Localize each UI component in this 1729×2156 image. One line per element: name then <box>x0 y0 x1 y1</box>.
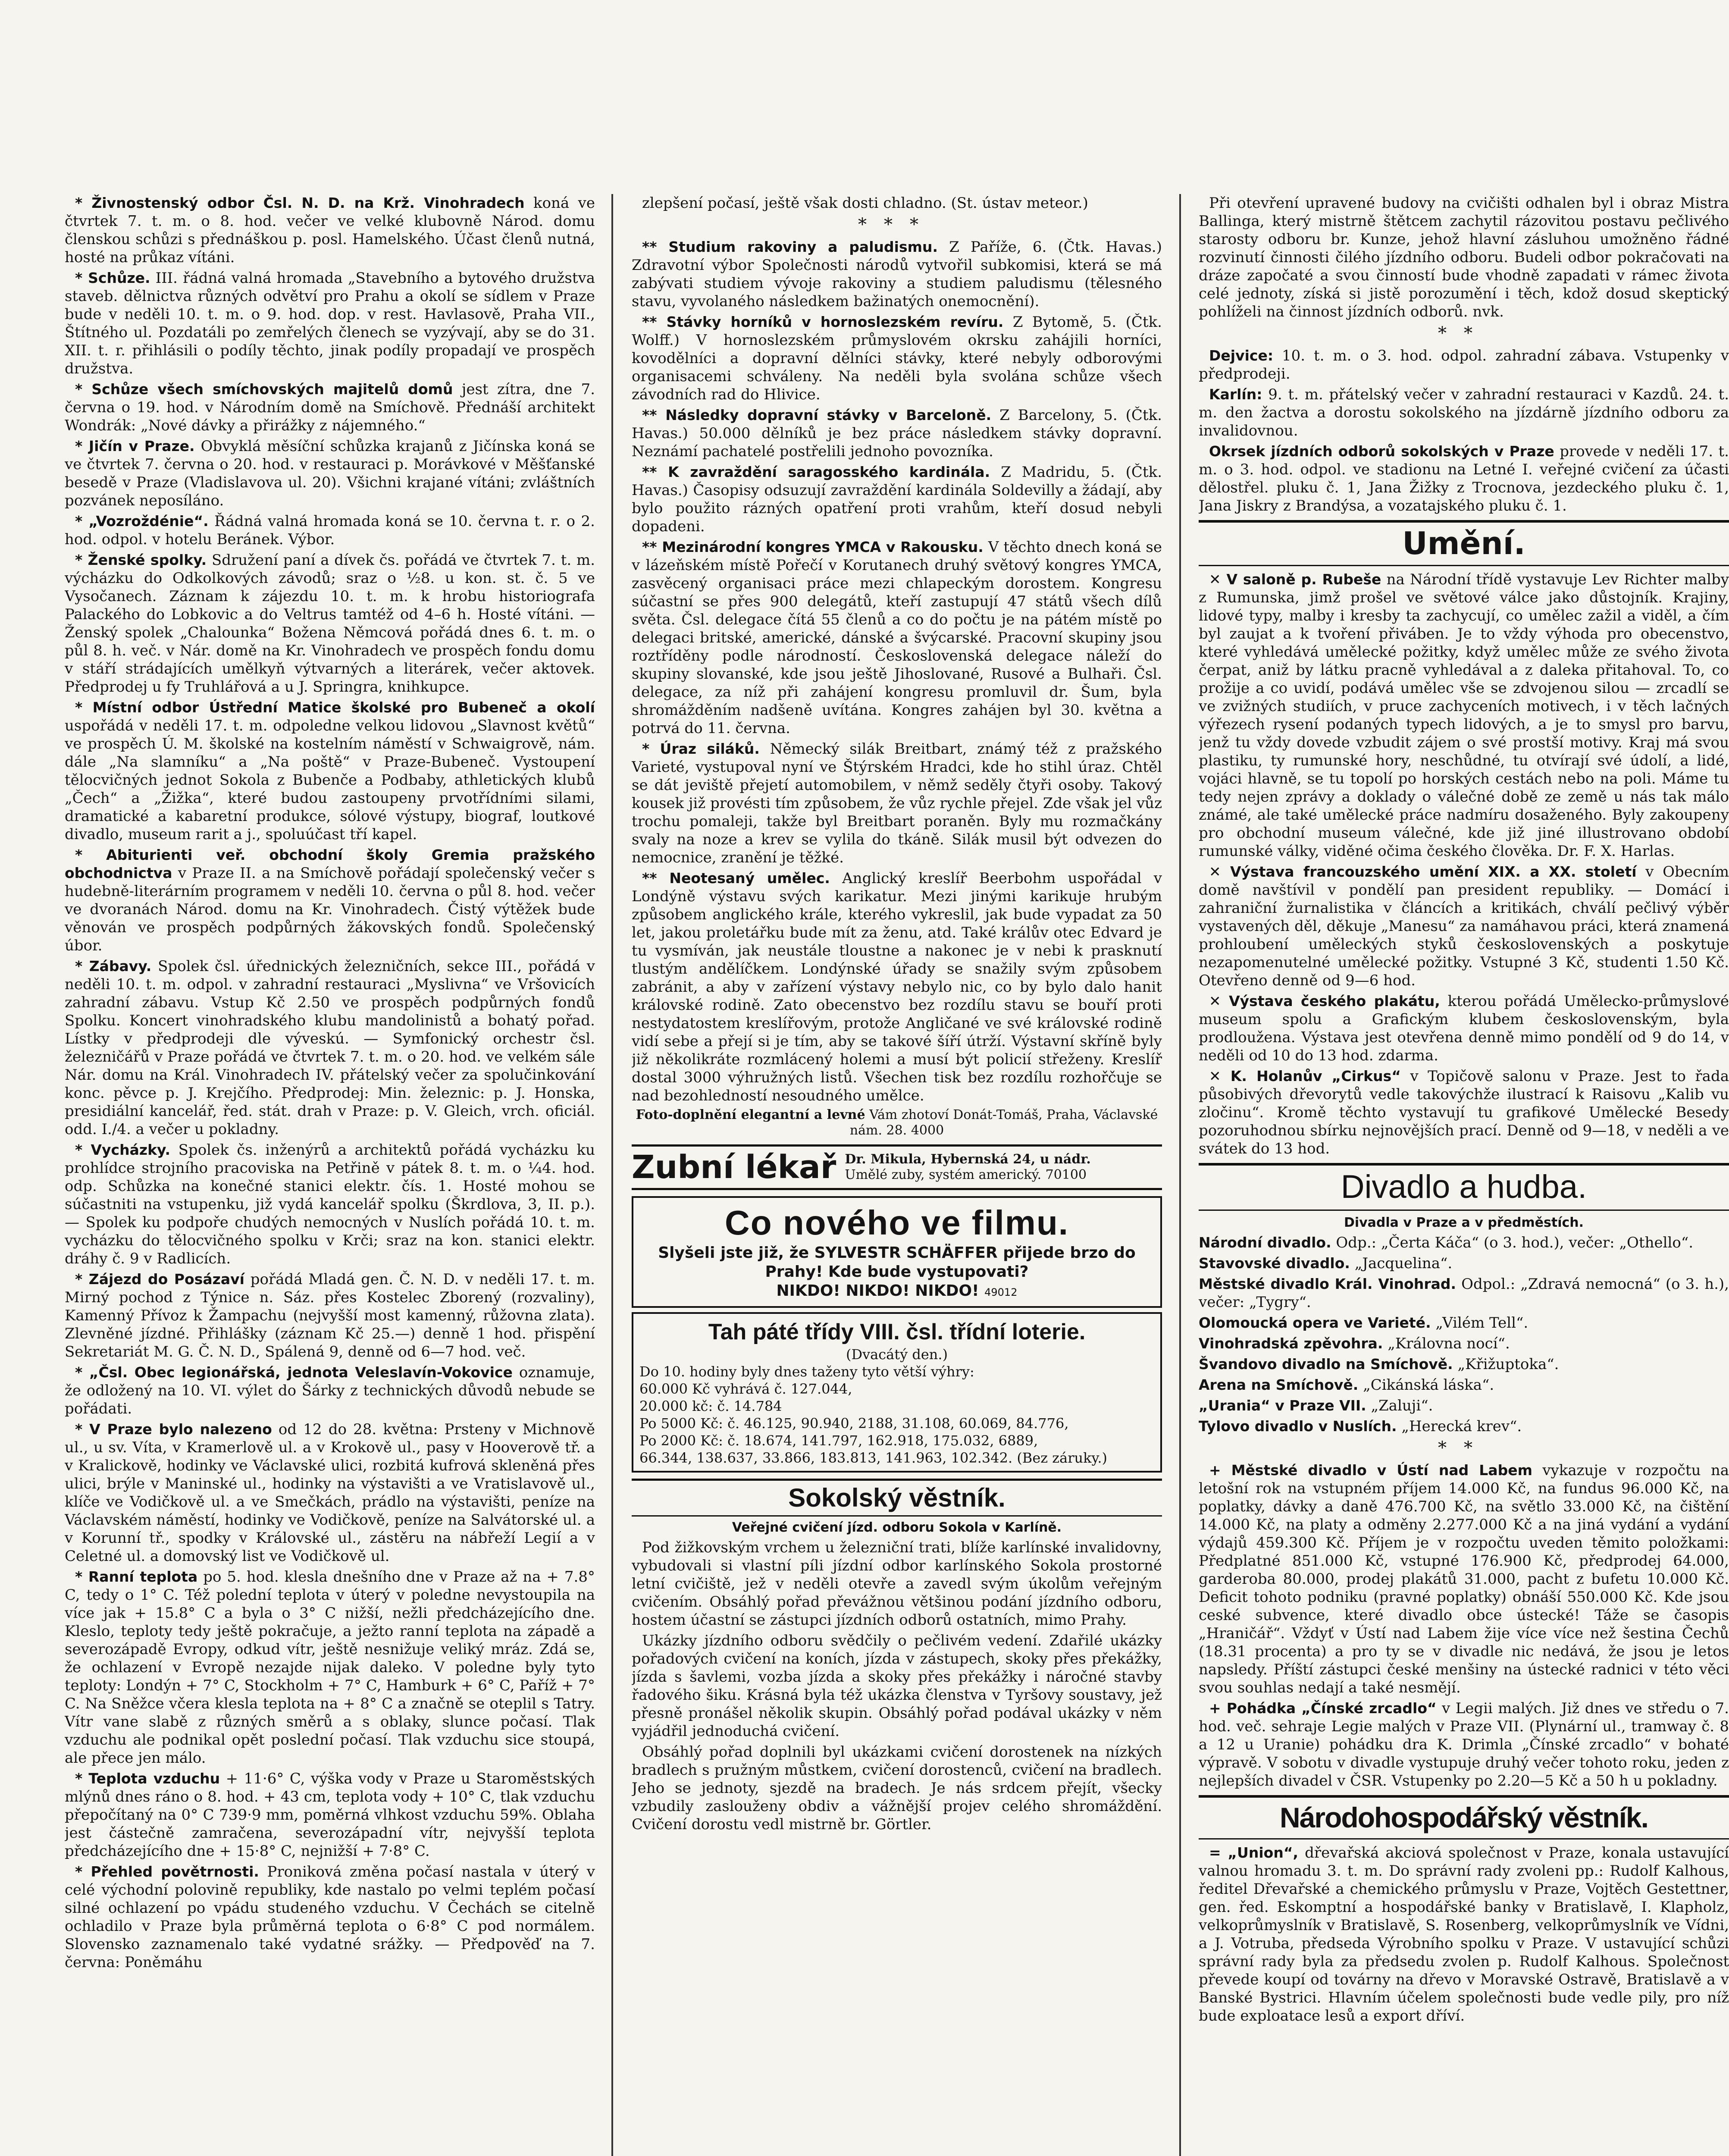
ad-film-title: Co nového ve filmu. <box>724 1203 1069 1242</box>
column-2 <box>632 194 1162 2156</box>
lottery-row: Po 2000 Kč: č. 18.674, 141.797, 162.918, 175.032, 6889, <box>639 1432 1038 1449</box>
ad-film-text2: NIKDO! NIKDO! NIKDO! 49012 <box>776 1282 1018 1300</box>
lottery-sub: (Dvacátý den.) <box>846 1346 948 1363</box>
article: ** Stávky horníků v hornoslezském revíru. Z Bytomě, 5. (Čtk. Wolff.) V hornoslezském průmyslovém okrsku zahájili horníci, kovodělníci a dopravní dělníci stávky, které nebyly odborovými organisacemi schváleny. Na neděli byla svolána schůze všech závodních rad do Hlivice. <box>632 313 1162 403</box>
article: ** Neotesaný umělec. Anglický kreslíř Beerbohm uspořádal v Londýně výstavu svých karikatur. Mezi jinými karikuje hrubým způsobem anglického krále, kterého vykreslil, jak bude vypadat za 50 let, jakou proletářku bude mít za ženu, atd. Také králův otec Edvard je tu vysmíván, jak neustále tloustne a nakonec je v nebi k prasknutí tlustým andělíčkem. Londýnské úřady se snažily svým způsobem zabránit, a aby v zařízení výstavy nebylo nic, co by bylo dalo hanit královské rodině. Zato obecenstvo bez rozdílu stavu se bouří proti nestydatostem kreslířovým, protože Angličané ve své královské rodině vidí sebe a přejí si je tím, aby se takové šíří útrží. Výstavní skříně byly již několikráte rozmlácený holemi a musí být policií střeženy. Kreslíř dostal 3000 výhružných listů. Všechen tisk bez rozdílu rozhořčuje se nad bezohledností nesoudného umělce. <box>632 870 1162 1104</box>
newspaper-page <box>60 194 1729 2156</box>
theatre-line: Vinohradská zpěvohra. „Královna nocí“. <box>1199 1335 1510 1352</box>
article: * Zájezd do Posázaví pořádá Mladá gen. Č. N. D. v neděli 17. t. m. Mirný pochod z Týnice n. Sáz. přes Kostelec Zborený (rozvaliny), Kamenný Přívoz k Žampachu (nejvyšší most kamenný, růžovna zlata). Zlevněné jízdné. Přihlášky (záznam Kč 25.—) denně 1 hod. přispění Sekretariát M. G. Č. N. D., Spálená 9, denně od 6—7 hod. več. <box>65 1271 595 1360</box>
article-continuation: zlepšení počasí, ještě však dosti chladno. (St. ústav meteor.) <box>642 194 1088 212</box>
column-1 <box>65 194 595 2156</box>
article: * Schůze. III. řádná valná hromada „Stavebního a bytového družstva staveb. dělnictva různých odvětví pro Prahu a okolí se sídlem v Praze bude v neděli 10. t. m. o 9. hod. dop. v rest. Havlasově, Praha VII., Štítného ul. Pozdatáli po zemřelých členech se vyzývají, aby se do 31. XII. t. r. přihlásili o podíly těchto, jinak podíly propadají ve prospěch družstva. <box>65 270 595 377</box>
theatre-line: Stavovské divadlo. „Jacquelina“. <box>1199 1255 1453 1272</box>
article: ✕ V saloně p. Rubeše na Národní třídě vystavuje Lev Richter malby z Rumunska, jimž prošel ve světové válce jako důstojník. Krajiny, lidové typy, malby i kresby ta zachycují, co umělec zažil a viděl, a čím byl zaujat a k tvoření přiváben. Je to vždy výhoda pro obecenstvo, které vyhledává umělecké požitky, když umělec může ze svého života čerpat, aniž by látku pracně vyhledával a z daleka přitahoval. To, co prožije a co uvidí, podává umělec vše se zdvojenou silou — zrcadlí se ve zvižných studiích, v pruce zachyceních motivech, i v těch lačných výřezech rysení podaných typech lidových, a je to smysl pro barvu, jenž tu vždy dovede vzbudit zájem o své prostší motivy. Kraj má svou plastiku, ty rumunské hory, neschůdné, tu otvírají své údolí, a lidé, vojáci hlavně, se tu topolí po horských cestách nebo na poli. Máme tu tedy nejen zprávy a doklady o válečné době ze země u nás tak málo známé, ale také umělecké práce nadmíru dosaženého. Byly zakoupeny pro obchodní museum válečné, kde již jiné illustrovano období rumunské války, viděné očima českého člověka. Dr. F. X. Harlas. <box>1199 571 1729 860</box>
article: ✕ Výstava francouzského umění XIX. a XX. století v Obecním domě navštívil v pondělí pan president republiky. — Domácí i zahraniční žurnalistika v článcích a kritikách, chválí pečlivý výběr vystavených děl, děkuje „Manesu“ za namáhavou práci, která znamená prohloubení uměleckých styků československých a poskytuje nezapomenutelné umělecké požitky. Vstupné 3 Kč, studenti 1.50 Kč. Otevřeno denně od 9—6 hod. <box>1199 863 1729 989</box>
sokol-paragraph: Obsáhlý pořad doplnili byl ukázkami cvičení dorostenek na nízkých bradlech s pružným můstkem, cvičení dorostenců, cvičení na bradlech. Jeho se jednoty, sjezdě na bradech. Je nás srdcem přejít, všecky vzbudily zaslouženy obdiv a vážnější projev celého shromáždění. Cvičení dorostu vedl mistrně br. Görtler. <box>632 1743 1162 1833</box>
article: * Přehled povětrnosti. Proniková změna počasí nastala v úterý v celé východní polovině republiky, kde nastalo po velmi teplém počasí silné ochlazení po vpádu studeného vzduchu. V Čechách se citelně ochladilo v Praze byla průměrná teplota o 6·8° C pod normálem. Slovensko zaznamenalo také vydatné srážky. — Předpověď na 7. června: Poněmáhu <box>65 1863 595 1971</box>
theatre-line: Olomoucká opera ve Varieté. „Vilém Tell“. <box>1199 1314 1529 1332</box>
article: Dejvice: 10. t. m. o 3. hod. odpol. zahradní zábava. Vstupenky v předprodeji. <box>1199 347 1729 382</box>
section-divider: ** <box>1438 1438 1490 1458</box>
article: * Schůze všech smíchovských majitelů domů jest zítra, dne 7. června o 19. hod. v Národním domě na Smíchově. Přednáší architekt Wondrák: „Nové dávky a přirážky z nájemného.“ <box>65 381 595 434</box>
article: * Ženské spolky. Sdružení paní a dívek čs. pořádá ve čtvrtek 7. t. m. výcházku do Odkolkových závodů; sraz o ½8. u kon. st. č. 5 ve Vysočanech. Záznam k zájezdu 10. t. m. k hrobu historiografa Palackého do Lobkovic a do Veltrus tamtéž od 4–6 h. Hosté vítáni. — Ženský spolek „Chalounka“ Božena Němcová pořádá dnes 6. t. m. o půl 8. h. več. v Nár. domě na Kr. Vinohradech ve prospěch fondu domu v stáří strádajících umělkyň výtvarných a literárek, večer aktovek. Předprodej u fy Truhlářová a u J. Springra, knihkupce. <box>65 552 595 696</box>
column-rule <box>1179 194 1181 2156</box>
lottery-row: 20.000 kč: č. 14.784 <box>639 1398 782 1414</box>
article: * Místní odbor Ústřední Matice školské pro Bubeneč a okolí uspořádá v neděli 17. t. m. odpoledne velkou lidovou „Slavnost květů“ ve prospěch Ú. M. školské na kostelním náměstí v Schwaigrově, nám. dále „Na slamníku“ a „Na poště“ v Praze-Bubeneč. Vystoupení tělocvičných jednot Sokola z Bubenče a Podbaby, athletických klubů „Čech“ a „Žižka“, které budou zastoupeny prvotřídními silami, dramatické a kabaretní produkce, sólové výstupy, biograf, loutkové divadlo, museum rarit a j., spoluúčast tří kapel. <box>65 699 595 843</box>
sokol-paragraph: Ukázky jízdního odboru svědčily o pečlivém vedení. Zdařilé ukázky pořadových cvičení na koních, jízda v zástupech, skoky přes překážky, jízda s šavlemi, vozba jízda a skoky přes překážky i náročné stavby řadového šiku. Krásná byla též ukázka členstva v Tyršovy soustavy, jež přesně pronášel několik skupin. Obsáhlý pořad podával ukázky v něm vyjádřil jednoduchá cvičení. <box>632 1632 1162 1740</box>
column-rule <box>611 194 613 2156</box>
article: * V Praze bylo nalezeno od 12 do 28. května: Prsteny v Michnově ul., u sv. Víta, v Kramerlově ul. a v Krokově ul., pasy v Hooverově tř. a v Kralickově, hodinky ve Václavské ulici, rozbitá kufrová skleněná přes ulici, brýle v Maninské ul., hodinky na výstavišti a ve Vratislavově ul., klíče ve Vodičkově ul. a ve Smečkách, prádlo na výstavišti, peníze na Václavském náměstí, hodinky ve Vodičkově, peníze na Salvátorské ul. a v Korunní tř., spodky v Královské ul., zástěru na nábřeží Legií a v Celetné ul. a domovský list ve Vodičkově ul. <box>65 1421 595 1565</box>
ad-foto: Foto-doplnění elegantní a levné Vám zhotoví Donát-Tomáš, Praha, Václavské nám. 28. 4000 <box>636 1107 1158 1138</box>
ad-zubni-title: Zubní lékař <box>632 1149 836 1186</box>
article: * Vycházky. Spolek čs. inženýrů a architektů pořádá vycházku ku prohlídce strojního pracoviska na Petřině v pátek 8. t. m. o ¼4. hod. odp. Schůzka na konečné stanici elektr. čís. 1. Hosté mohou se súčastniti na vstupenku, již vydá kancelář spolku (Škrdlova, 3, II. p.). — Spolek ku podpoře chudých nemocných v Nuslích pořádá 10. t. m. vycházku do tělocvičného spolku v Krči; sraz na kon. stanici elektr. dráhy č. 9 v Radlicích. <box>65 1141 595 1267</box>
article: ** Následky dopravní stávky v Barceloně. Z Barcelony, 5. (Čtk. Havas.) 50.000 dělníků je bez práce následkem stávky dopravní. Neznámí pachatelé postřelili jednoho povozníka. <box>632 407 1162 460</box>
section-divider: ** <box>1438 323 1490 343</box>
article: Okrsek jízdních odborů sokolských v Praze provede v neděli 17. t. m. o 3. hod. odpol. ve stadionu na Letné I. veřejné cvičení za účasti dělostřel. pluku č. 1, Jana Žižky z Trocnova, jezdeckého pluku č. 1, Jana Jiskry z Brandýsa, a vozatajského pluku č. 1. <box>1199 443 1729 514</box>
article: * Živnostenský odbor Čsl. N. D. na Krž. Vinohradech koná ve čtvrtek 7. t. m. o 8. hod. večer ve velké klubovně Národ. domu členskou schůzi s přednáškou p. posl. Hamelského. Účast členů nutná, hosté na průkaz vítáni. <box>65 194 595 266</box>
theatre-line: Švandovo divadlo na Smíchově. „Křižuptoka“. <box>1199 1356 1559 1373</box>
sokol-sub: Veřejné cvičení jízd. odboru Sokola v Karlíně. <box>732 1520 1062 1535</box>
article: * „Čsl. Obec legionářská, jednota Veleslavín-Vokovice oznamuje, že odložený na 10. VI. výlet do Šárky z technických důvodů nebude se pořádati. <box>65 1364 595 1417</box>
article: Při otevření upravené budovy na cvičišti odhalen byl i obraz Mistra Ballinga, který mistrně štětcem zachytil rázovitou postavu pečlivého starosty odboru br. Kunze, jehož hlavní zásluhou umožněno řádné rozvinutí činnosti čilého jízdního odboru. Budeli odbor pokračovati na dráze započaté a svou činností bude vhodně zapadati v rámec života celé jednoty, získá si jistě porozumění i těch, kdož dosud skeptický pohlíželi na činnost jízdních odborů. nvk. <box>1199 194 1729 320</box>
ad-film-text: Slyšeli jste již, že SYLVESTR SCHÄFFER přijede brzo do Prahy! Kde bude vystupovati? <box>658 1244 1136 1281</box>
narodohospodarsky-head: Národohospodářský věstník. <box>1199 1795 1729 1839</box>
divadlo-sub: Divadla v Praze a v předměstích. <box>1344 1215 1584 1230</box>
lottery-row: Po 5000 Kč: č. 46.125, 90.940, 2188, 31.108, 60.069, 84.776, <box>639 1415 1069 1432</box>
article: * Teplota vzduchu + 11·6° C, výška vody v Praze u Staroměstských mlýnů dnes ráno o 8. hod. + 43 cm, teplota vody + 10° C, tlak vzduchu přepočítaný na 0° C 739·9 mm, poměrná vlhkost vzduchu 59%. Oblaha jest částečně zamračena, severozápadní vítr, nejvyšší teplota předcházejícího dne + 15·8° C, nejnižší + 7·8° C. <box>65 1770 595 1860</box>
article: * Úraz siláků. Německý silák Breitbart, známý též z pražského Varieté, vystupoval nyní ve Štýrském Hradci, kde ho stihl úraz. Chtěl se dát jeviště přejetí automobilem, v němž seděly čtyři osoby. Takový kousek již provésti tím způsobem, že vůz rychle přejel. Zde však jel vůz trochu pomaleji, takže byl Breitbart poraněn. Byly mu rozmačkány svaly na noze a krev se vylila do tkáně. Silák musil být odvezen do nemocnice, zranění je těžké. <box>632 740 1162 866</box>
lottery-row: 66.344, 138.637, 33.866, 183.813, 141.963, 102.342. (Bez záruky.) <box>639 1450 1107 1466</box>
lottery-title: Tah páté třídy VIII. čsl. třídní loterie. <box>708 1319 1086 1344</box>
article: + Městské divadlo v Ústí nad Labem vykazuje v rozpočtu na letošní rok na vstupném příjem 14.000 Kč, na fundus 96.000 Kč, na poplatky, dávky a daně 476.700 Kč, na světlo 33.000 Kč, na čištění 14.000 Kč, na platy a odměny 2.277.000 Kč a na jiná vydání a vydání výdajů 459.300 Kč. Příjem je v rozpočtu uveden těmito položkami: Předplatné 851.000 Kč, vstupné 176.900 Kč, předprodej 64.000, garderoba 80.000, prodej plakátů 31.000, pacht z bufetu 10.000 Kč. Deficit tohoto podniku (pravné poplatky) obnáší 550.000 Kč. Kde jsou ceské subvence, které divadlo obce ústecké! Táže se časopis „Hraničář“. Vždyť v Ústí nad Labem žije více více než šestina Čechů (18.31 procenta) a pro ty se v divadle nic nedává, že jsou je letos napsledy. Příští zástupci české menšiny na ústecké radnici v této věci svou souhlas nedají a také nesmějí. <box>1199 1462 1729 1696</box>
theatre-line: „Urania“ v Praze VII. „Zaluji“. <box>1199 1397 1433 1414</box>
article: ** K zavraždění saragosského kardinála. Z Madridu, 5. (Čtk. Havas.) Časopisy odsuzují zavraždění kardinála Soldevilly a žádají, aby bylo použito rázných opatření proti vrahům, kteří dosud nebyli dopadeni. <box>632 464 1162 535</box>
article: ** Studium rakoviny a paludismu. Z Paříže, 6. (Čtk. Havas.) Zdravotní výbor Společnosti národů vytvořil subkomisi, která se má zabývati studiem vývoje rakoviny a studiem paludismu (tělesného stavu, vyvolaného následkem bažinatých onemocnění). <box>632 238 1162 310</box>
ad-film <box>632 1196 1162 1308</box>
article: + Pohádka „Čínské zrcadlo“ v Legii malých. Již dnes ve středu o 7. hod. več. sehraje Legie malých v Praze VII. (Plynární ul., tramway č. 8 a 12 u Uranie) pohádku dra K. Drimla „Čínské zrcadlo“ v bohaté výpravě. V sobotu v divadle vystupuje druhý večer tohoto roku, jeden z nejlepších divadel v ČSR. Vstupenky po 2.20—5 Kč a 50 h u pokladny. <box>1199 1700 1729 1789</box>
section-divider: *** <box>858 215 936 235</box>
lottery-row: 60.000 Kč vyhrává č. 127.044, <box>639 1381 852 1397</box>
article: Karlín: 9. t. m. přátelský večer v zahradní restauraci v Kazdů. 24. t. m. den žactva a dorostu sokolského na jízdárně jízdního odboru za invalidovnou. <box>1199 386 1729 439</box>
umeni-head: Umění. <box>1199 520 1729 566</box>
divadlo-head: Divadlo a hudba. <box>1199 1163 1729 1211</box>
article: * „Vozroždénie“. Řádná valná hromada koná se 10. června t. r. o 2. hod. odpol. v hotelu Beránek. Výbor. <box>65 513 595 548</box>
sokol-paragraph: Pod žižkovským vrchem u železniční trati, blíže karlínské invalidovny, vybudovali si vlastní píli jízdní odbor karlínského Sokola prostorné letní cvičiště, jež v neděli otevře a zavedl svým úkolům veřejným cvičením. Obsáhlý pořad převážnou většinou podání jízdního odboru, hostem účastní se zástupci jízdních odborů ostatních, mimo Prahy. <box>632 1539 1162 1629</box>
article: * Zábavy. Spolek čsl. úřednických železničních, sekce III., pořádá v neděli 10. t. m. odpol. v zahradní restauraci „Myslivna“ ve Vršovicích zahradní zábavu. Vstup Kč 2.50 ve prospěch podpůrných fondů Spolku. Koncert vinohradského klubu mandolinistů a bohatý pořad. Lístky v předprodeji dle výveskú. — Symfonický orchestr čsl. železničářů v Praze pořádá ve čtvrtek 7. t. m. o 20. hod. ve velkém sále Nár. domu na Král. Vinohradech IV. přátelský večer za spolučinkování konc. pěvce p. J. Krejčího. Předprodej: Min. železnic: p. J. Honska, presidiální kancelář, řed. stát. drah v Praze: p. V. Gleich, vrch. oficiál. odd. I./4. a večer u pokladny. <box>65 958 595 1138</box>
article: ** Mezinárodní kongres YMCA v Rakousku. V těchto dnech koná se v lázeňském místě Pořečí v Korutanech druhý světový kongres YMCA, zasvěcený organisaci práce mezi chlapeckým dorostem. Kongresu súčastní se přes 900 delegátů, kteří zastupují 47 států všech dílů světa. Čsl. delegace čítá 55 členů a co do počtu je na pátém místě po delegaci britské, americké, dánské a švýcarské. Pracovní skupiny jsou roztříděny podle národností. Československá delegace náleží do skupiny slovanské, kde jsou ještě Jihoslované, Rusové a Bulhaři. Čsl. delegace, za níž při zahájení kongresu promluvil dr. Šum, byla shromážděním nadšeně uvítána. Kongres zahájen byl 30. května a potrvá do 11. června. <box>632 539 1162 737</box>
article: * Jičín v Praze. Obvyklá měsíční schůzka krajanů z Jičínska koná se ve čtvrtek 7. června o 20. hod. v restauraci p. Morávkové v Měšťanské besedě v Praze (Vladislavova ul. 20). Všichni krajané vítáni; zvláštních pozvánek neposíláno. <box>65 438 595 509</box>
article: = „Union“, dřevařská akciová společnost v Praze, konala ustavující valnou hromadu 3. t. m. Do správní rady zvoleni pp.: Rudolf Kalhous, ředitel Dřevařské a chemického průmyslu v Praze, Vojtěch Gestettner, gen. řed. Eskomptní a hospodářské banky v Bratislavě, I. Klapholz, velkoprůmyslník v Bratislavě, S. Rosenberg, velkoprůmyslník ve Vídni, a J. Votruba, předseda Výrobního spolku v Praze. V ustavující schůzi správní rady byla za předsedu zvolen p. Rudolf Kalhous. Společnost převede koupí od továrny na dřevo v Moravské Ostravě, Bratislavě a v Banské Bystrici. Hlavním účelem společnosti bude vedle pily, pro níž bude exploatace lesů a export dříví. <box>1199 1844 1729 2024</box>
article: ✕ Výstava českého plakátu, kterou pořádá Umělecko-průmyslové museum spolu a Grafickým klubem československým, byla prodloužena. Výstava jest otevřena denně mimo pondělí od 9 do 14, v neděli od 10 do 13 hod. zdarma. <box>1199 993 1729 1064</box>
theatre-line: Arena na Smíchově. „Cikánská láska“. <box>1199 1376 1494 1394</box>
article: * Ranní teplota po 5. hod. klesla dnešního dne v Praze až na + 7.8° C, tedy o 1° C. Též polední teplota v úterý v poledne nevystoupila na více jak + 15.8° C a byla o 3° C nižší, nežli předcházejícího dne. Kleslo, teploty tedy ještě pokračuje, a ježto ranní teplota na západě a severozápadě Evropy, odkud vítr, ještě nesnižuje veliký mráz. Zdá se, že ochlazení v Evropě nezajde nijak daleko. V poledne byly tyto teploty: Londýn + 7° C, Stockholm + 7° C, Hamburk + 6° C, Paříž + 7° C. Na Sněžce včera klesla teplota na + 8° C a značně se oteplil s Tatry. Vítr vane slabě z různých směrů a s oblaky, slunce počasí. Tlak vzduchu ale podnikal opět poslední počasí. Tlak vzduchu sice stoupá, ale přece jen málo. <box>65 1568 595 1767</box>
lottery-box <box>632 1312 1162 1473</box>
theatre-line: Městské divadlo Král. Vinohrad. Odpol.: „Zdravá nemocná“ (o 3. h.), večer: „Tygry“. <box>1199 1275 1729 1311</box>
theatre-line: Tylovo divadlo v Nuslích. „Herecká krev“. <box>1199 1418 1522 1435</box>
theatre-line: Národní divadlo. Odp.: „Čerta Káča“ (o 3. hod.), večer: „Othello“. <box>1199 1234 1694 1251</box>
article: * Abiturienti veř. obchodní školy Gremia pražského obchodnictva v Praze II. a na Smíchově pořádají společenský večer s hudebně-literárním programem v neděli 10. června o půl 8. hod. večer ve dvoranách Národ. domu na Kr. Vinohradech. Čistý výtěžek bude věnován ve prospěch podpůrných žákovských fondů. Společenský úbor. <box>65 846 595 954</box>
sokol-head: Sokolský věstník. <box>632 1479 1162 1517</box>
ad-zubni-text: Dr. Mikula, Hybernská 24, u nádr. Umělé zuby, systém americký. 70100 <box>845 1152 1091 1182</box>
lottery-intro: Do 10. hodiny byly dnes taženy tyto větší výhry: <box>639 1363 974 1380</box>
column-3 <box>1199 194 1729 2156</box>
article: ✕ K. Holanův „Cirkus“ v Topičově salonu v Praze. Jest to řada působivých dřevorytů vedle takovýchže ilustrací k Raisovu „Kalib vu zločinu“. Kromě těchto vystavují tu grafikové Umělecké Besedy pozoruhodnou sbírku nejnovějších prací. Denně od 9—18, v neděli a ve svátek do 13 hod. <box>1199 1068 1729 1157</box>
ad-zubni-lekar <box>632 1144 1162 1190</box>
